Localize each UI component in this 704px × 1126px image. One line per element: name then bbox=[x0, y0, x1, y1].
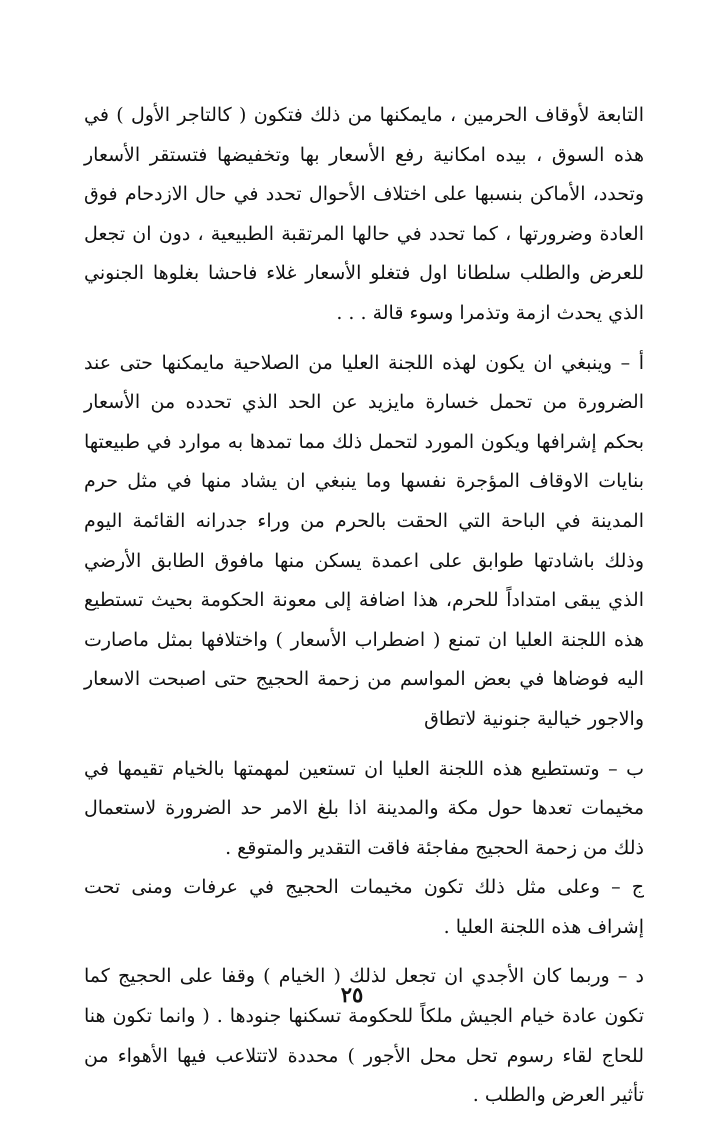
paragraph-d: د – وربما كان الأجدي ان تجعل لذلك ( الخيام ) وقفا على الحجيج كما تكون عادة خيام الجيش ملكاً للحكومة تسكنها جنودها . ( وانما تكون هنا للحاج لقاء رسوم تحل محل الأجور ) محددة لاتتلاعب فيها الأهواء من تأثير العرض والطلب . bbox=[84, 965, 644, 1107]
paragraph-a: أ – وينبغي ان يكون لهذه اللجنة العليا من الصلاحية مايمكنها حتى عند الضرورة من تحمل خسارة مايزيد عن الحد الذي تحدده من الأسعار بحكم إشرافها ويكون المورد لتحمل ذلك مما تمدها به موارد في طبيعتها بنايات الاوقاف المؤجرة نفسها وما ينبغي ان يشاد منها في مثل حرم المدينة في الباحة التي الحقت بالحرم من وراء جدرانه القائمة اليوم وذلك باشادتها طوابق على اعمدة يسكن منها مافوق الطابق الأرضي الذي يبقى امتداداً للحرم، هذا اضافة إلى معونة الحكومة بحيث تستطيع هذه اللجنة العليا ان تمنع ( اضطراب الأسعار ) واختلافها بمثل ماصارت اليه فوضاها في بعض المواسم من زحمة الحجيج حتى اصبحت الاسعار والاجور خيالية جنونية لاتطاق bbox=[84, 351, 644, 730]
page-number: ٢٥ bbox=[340, 982, 364, 1007]
paragraph-c: ج – وعلى مثل ذلك تكون مخيمات الحجيج في عرفات ومنى تحت إشراف هذه اللجنة العليا . bbox=[84, 876, 644, 938]
body-text bbox=[84, 96, 644, 1126]
paragraph-intro: التابعة لأوقاف الحرمين ، مايمكنها من ذلك فتكون ( كالتاجر الأول ) في هذه السوق ، بيده امكانية رفع الأسعار بها وتخفيضها فتستقر الأسعار وتحدد، الأماكن بنسبها على اختلاف الأحوال تحدد في حال الازدحام فوق العادة وضرورتها ، كما تحدد في حالها المرتقبة الطبيعية ، دون ان تجعل للعرض والطلب سلطانا اول فتغلو الأسعار غلاء فاحشا بغلوها الجنوني الذي يحدث ازمة وتذمرا وسوء قالة . . . bbox=[84, 104, 644, 324]
paragraph-b: ب – وتستطيع هذه اللجنة العليا ان تستعين لمهمتها بالخيام تقيمها في مخيمات تعدها حول مكة والمدينة اذا بلغ الامر حد الضرورة لاستعمال ذلك من زحمة الحجيج مفاجئة فاقت التقدير والمتوقع . bbox=[84, 757, 644, 859]
